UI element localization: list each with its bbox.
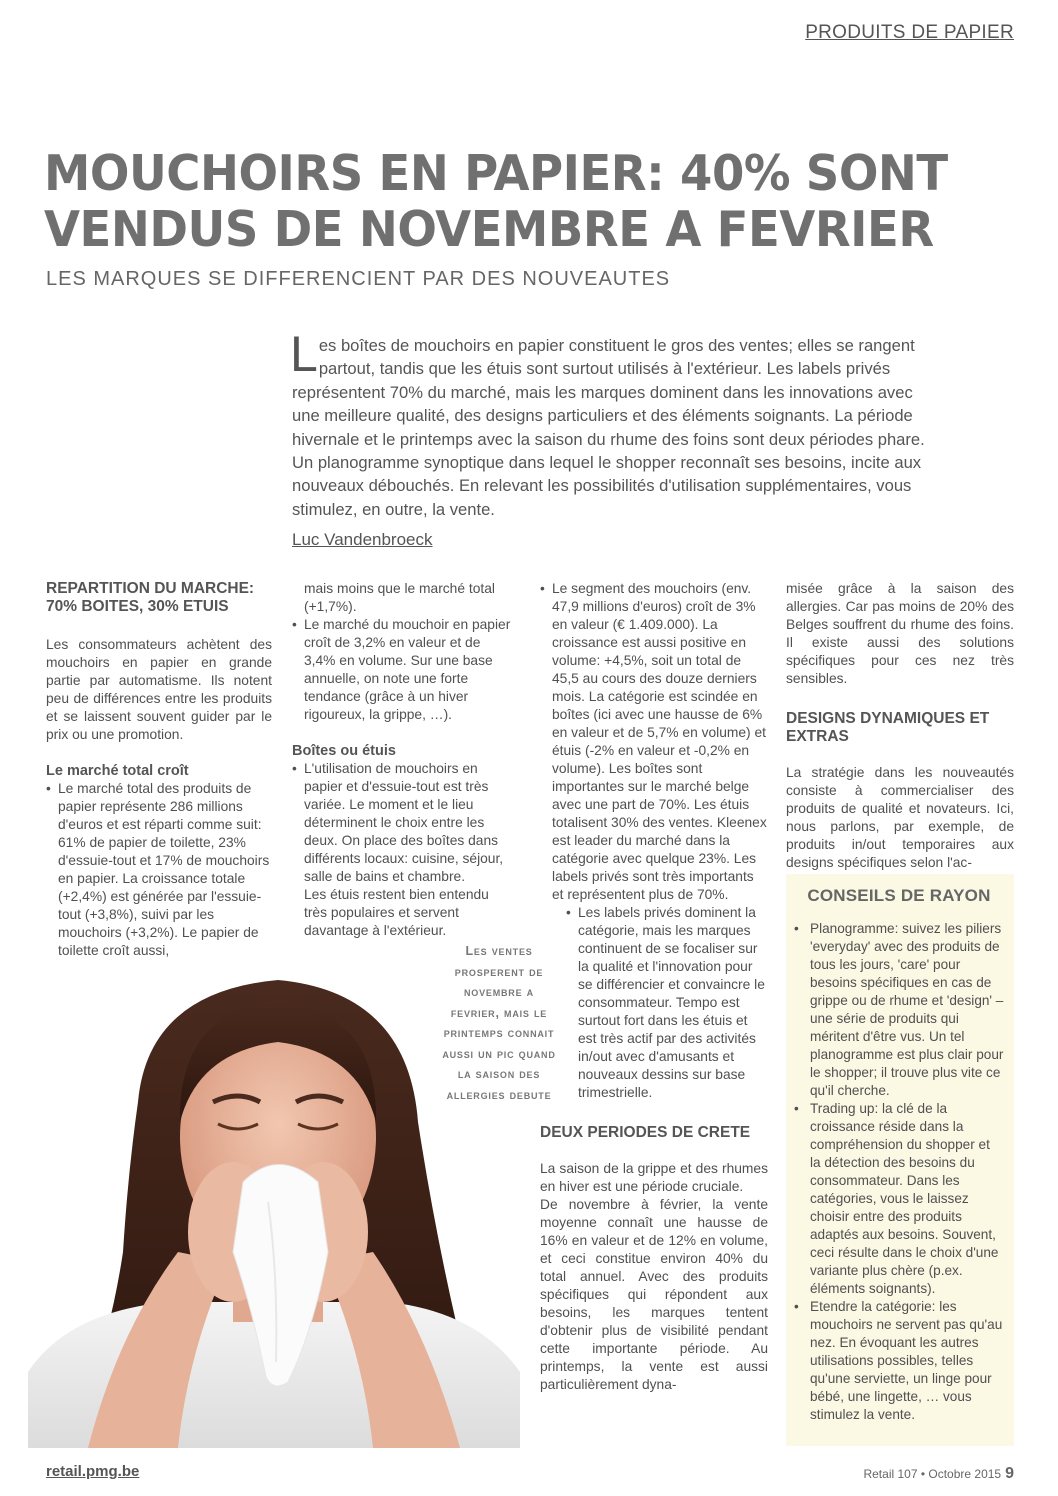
column-2 [292,580,514,940]
paragraph: Les étuis restent bien entendu très populaires et servent davantage à l'extérieur. [304,887,489,938]
pull-quote: Les ventes prosperent de novembre a fevrier, mais le printemps connait aussi un pic quand la saison des allergies debute [442,944,556,1102]
article-subtitle: LES MARQUES SE DIFFERENCIENT PAR DES NOUVEAUTES [46,268,671,290]
tip-item: • Trading up: la clé de la croissance réside dans la compréhension du shopper et la détection des besoins du consommateur. Dans les catégories, vous le laissez choisir entre des produits adaptés aux besoins. Souvent, ceci résulte dans le choix d'une variante plus chère (p.ex. éléments soignants). [794,1100,1004,1298]
subheading: Boîtes ou étuis [292,743,396,759]
paragraph: De novembre à février, la vente moyenne connaît une hausse de 16% en valeur et de 12% en volume, et ceci constitue environ 40% du total annuel. Avec des produits spécifiques qui répondent aux besoins, les marques tentent d'obtenir plus de visibilité pendant cette importante période. Au printemps, la vente est aussi particulièrement dyna- [540,1197,768,1392]
drop-cap: L [290,326,318,382]
page-number: 9 [1005,1465,1014,1482]
paragraph: misée grâce à la saison des allergies. Car pas moins de 20% des Belges souffrent du rhume des foins. Il existe aussi des solutions spécifiques pour ces nez très sensibles. [786,581,1014,686]
tip-item: • Planogramme: suivez les piliers 'everyday' avec des produits de tous les jours, 'care' pour besoins spécifiques en cas de grippe ou de rhume et 'design' – une série de produits qui méritent d'être vus. Un tel planogramme est plus clair pour le shopper; il trouve plus vite ce qu'il cherche. [794,920,1004,1100]
paragraph: mais moins que le marché total (+1,7%). [304,581,495,614]
list-item: • Le marché du mouchoir en papier croît de 3,2% en valeur et de 3,4% en volume. Sur une base annuelle, on note une forte tendance (grâce à un hiver rigoureux, la grippe, …). [292,616,514,724]
list-item: • Le segment des mouchoirs (env. 47,9 millions d'euros) croît de 3% en valeur (€ 1.409.000). La croissance est aussi positive en volume: +4,5%, soit un total de 45,5 au cours des douze derniers mois. La catégorie est scindée en boîtes (ici avec une hausse de 6% en valeur et de 5,7% en volume) et étuis (-2% en valeur et -0,2% en volume). Les boîtes sont importantes sur le marché belge avec une part de 70%. Les étuis totalisent 30% des ventes. Kleenex est leader du marché dans la catégorie avec quelque 23%. Les labels privés sont très importants et représentent plus de 70%. [540,580,768,904]
list-item: • Les labels privés dominent la catégorie, mais les marques continuent de se focaliser sur la qualité et l'innovation pour se différencier et convaincre le consommateur. Tempo est surtout fort dans les étuis et est très actif par des activités in/out avec d'amusants et nouveaux dessins sur base trimestrielle. [566,904,768,1102]
subheading: Le marché total croît [46,763,189,779]
section-heading: REPARTITION DU MARCHE: 70% BOITES, 30% ETUIS [46,580,255,615]
column-3 [540,580,768,1394]
author-byline: Luc Vandenbroeck [292,530,433,549]
tips-title: CONSEILS DE RAYON [807,886,991,905]
section-heading: DEUX PERIODES DE CRETE [540,1124,751,1141]
section-heading: DESIGNS DYNAMIQUES ET EXTRAS [786,710,990,745]
sneezing-woman-photo [28,952,520,1448]
column-4 [786,580,1014,872]
paragraph: La saison de la grippe et des rhumes en hiver est une période cruciale. [540,1161,768,1194]
issue-info: Retail 107 • Octobre 2015 [863,1467,1002,1481]
list-item: • L'utilisation de mouchoirs en papier et d'essuie-tout est très variée. Le moment et le lieu déterminent le choix entre les deux. On place des boîtes dans différents locaux: cuisine, séjour, salle de bains et chambre. [292,760,514,886]
title-line-1: MOUCHOIRS EN PAPIER: 40% SONT [44,145,948,202]
tips-box [786,874,1014,1446]
intro-text: es boîtes de mouchoirs en papier constituent le gros des ventes; elles se rangent partout, tandis que les étuis sont surtout utilisés à l'extérieur. Les labels privés représentent 70% du marché, mais les marques dominent dans les innovations avec une meilleure qualité, des designs particuliers et des éléments soignants. La période hivernale et le printemps avec la saison du rhume des foins sont deux périodes phare. Un planogramme synoptique dans lequel le shopper reconnaît ses besoins, incite aux nouveaux débouchés. En relevant les possibilités d'utilisation supplémentaires, vous stimulez, en outre, la vente. [292,336,925,519]
footer-issue [863,1465,1014,1483]
article-intro [290,326,932,521]
paragraph: La stratégie dans les nouveautés consiste à commercialiser des produits de qualité et novateurs. Ici, nous parlons, par exemple, de produits in/out temporaires aux designs spécifiques selon l'ac- [786,765,1014,870]
article-title [44,146,956,258]
paragraph: Les consommateurs achètent des mouchoirs en papier en grande partie par automatisme. Ils notent peu de différences entre les produits et se laissent souvent guider par le prix ou une promotion. [46,637,272,742]
column-1 [46,580,272,960]
title-line-2: VENDUS DE NOVEMBRE A FEVRIER [44,201,934,258]
list-item: • Le marché total des produits de papier représente 286 millions d'euros et est réparti comme suit: 61% de papier de toilette, 23% d'essuie-tout et 17% de mouchoirs en papier. La croissance totale (+2,4%) est générée par l'essuie-tout (+3,8%), suivi par les mouchoirs (+3,2%). Le papier de toilette croît aussi, [46,780,272,960]
footer-website-link[interactable]: retail.pmg.be [46,1463,140,1480]
tip-item: • Etendre la catégorie: les mouchoirs ne servent pas qu'au nez. En évoquant les autres utilisations possibles, telles qu'une serviette, un linge pour bébé, une lingette, … vous stimulez la vente. [794,1298,1004,1424]
section-label: PRODUITS DE PAPIER [805,22,1014,43]
